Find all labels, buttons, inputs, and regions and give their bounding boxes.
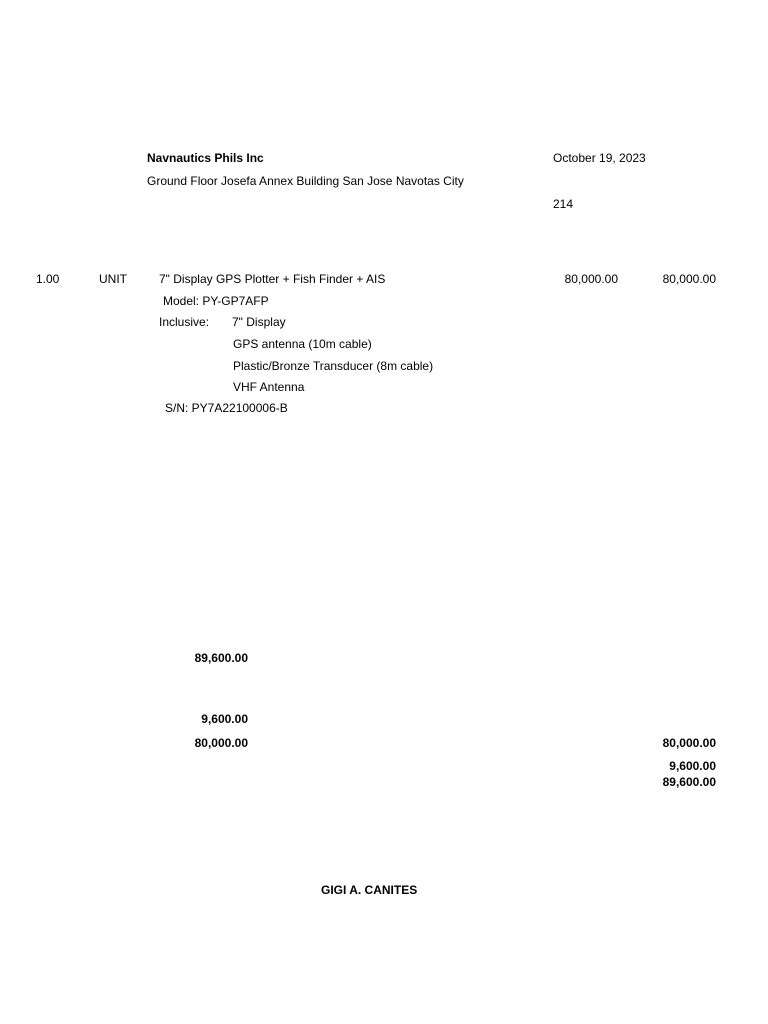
vat-amount: 9,600.00 — [201, 712, 248, 726]
item-serial-number: S/N: PY7A22100006-B — [165, 401, 288, 415]
vat-total: 9,600.00 — [669, 759, 716, 773]
customer-name: Navnautics Phils Inc — [147, 151, 264, 165]
invoice-number: 214 — [553, 197, 574, 211]
net-amount-total: 80,000.00 — [662, 736, 716, 750]
item-inclusive-label: Inclusive: — [159, 315, 210, 329]
item-description: 7" Display GPS Plotter + Fish Finder + AIS — [159, 272, 386, 286]
net-of-vat-amount: 80,000.00 — [194, 736, 248, 750]
customer-address: Ground Floor Josefa Annex Building San Jose Navotas City — [147, 174, 464, 188]
item-quantity: 1.00 — [36, 272, 60, 286]
item-model: Model: PY-GP7AFP — [163, 294, 269, 308]
total-sales-amount: 89,600.00 — [194, 651, 248, 665]
invoice-date: October 19, 2023 — [553, 151, 646, 165]
signatory-name: GIGI A. CANITES — [321, 883, 418, 897]
item-inclusion: VHF Antenna — [233, 380, 305, 394]
item-amount: 80,000.00 — [662, 272, 716, 286]
total-amount-due: 89,600.00 — [662, 775, 716, 789]
item-inclusion: 7" Display — [232, 315, 286, 329]
item-inclusion: GPS antenna (10m cable) — [233, 337, 372, 351]
item-unit: UNIT — [99, 272, 127, 286]
item-unit-price: 80,000.00 — [564, 272, 618, 286]
item-inclusion: Plastic/Bronze Transducer (8m cable) — [233, 359, 434, 373]
